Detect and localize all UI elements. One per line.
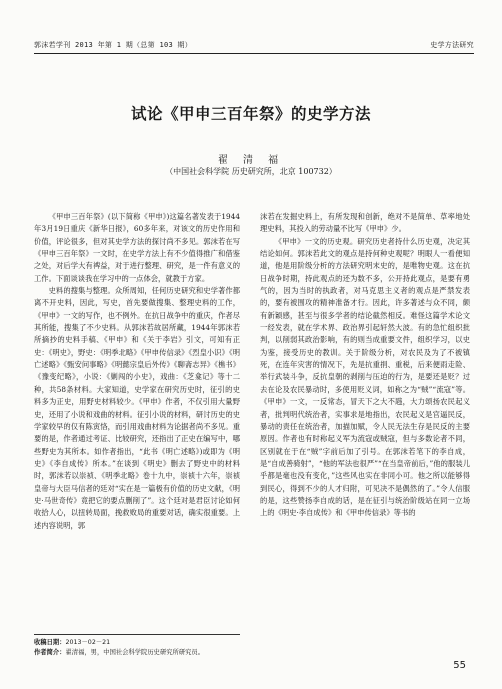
footnote-divider xyxy=(34,634,240,635)
paragraph: 《甲申三百年祭》(以下简称《甲申》)这篇名著发表于1944年3月19日重庆《新华日报》，60多年来，对该文的历史作用和价值，评论很多，但对其史学方法的探讨尚不多见。郭沫若在写《甲申三百年祭》一文时，在史学方法上有不少值得推广和借鉴之处，对后学大有裨益，对于进行整理、研究，是一件有意义的工作。下面谈谈我在学习中的一点体会，就教于方家。 xyxy=(34,212,240,283)
body-column-right xyxy=(260,211,470,520)
author-bio xyxy=(34,648,294,658)
footnote xyxy=(34,638,294,658)
section-name: 史学方法研究 xyxy=(430,41,474,49)
body-column-left xyxy=(34,211,240,532)
article-title: 试论《甲申三百年祭》的史学方法 xyxy=(130,105,371,123)
received-label: 收稿日期： xyxy=(34,639,66,646)
paragraph: 史料的搜集与整理。众所周知，任何历史研究和史学著作都离不开史料，因此，写史，首先要做搜集、整理史料的工作，《甲申》一文的写作，也不例外。在抗日战争中的重庆，作者尽其所能，搜集了不少史料。从郭沫若故居所藏，1944年郭沫若所摘抄的史料手稿、《甲申》和《关于李岩》引文，可知有正史：《明史》，野史：《明季北略》《甲申传信录》《烈皇小识》《明亡述略》《甄安问事略》《明懿宗皇后外传》《聊斋志异》《樵书》《豫变纪略》，小说：《剿闯的小史》，戏曲：《芝龛记》等十二种，共58条材料。大家知道，史学家在研究历史时，征引的史料多为正史，用野史材料较少。《甲申》作者，不仅引用大量野史，还用了小说和戏曲的材料。征引小说的材料，研讨历史的史学家较早的仅有陈寅恪，而引用戏曲材料为论据者尚不多见。重要的是，作者通过考证、比较研究，还指出了正史在编写中，哪些野史为其所本。如作者指出，“此书《明亡述略》)或即为《明史》《李自成传》所本。”在谈到《明史》删去了野史中的材料时，郭沫若以崇祯、《明季北略》卷十九中，崇祯十六年，崇祯皇帝与大臣马信者的廷对“实在是一篇极有价值的历史文献，《明史·马世奇传》竟把它的要点删削了”。这个廷对是君臣讨论如何收拾人心，以扭转局面，挽救败局的重要对话，确实很重要。上述内容说明，郭 xyxy=(34,286,240,530)
received-value: 2013－02－21 xyxy=(65,639,111,646)
paragraph: 《甲申》一文的历史观。研究历史者持什么历史观，决定其结论如何。郭沫若此文的观点是持何种史观呢？明眼人一看便知道，他是用阶级分析的方法研究明末史的，是唯物史观。这在抗日战争时期，持此观点的还为数不多，公开持此观点，是要有勇气的，因为当时的执政者，对马克思主义者的观点是严禁发表的，要有被围攻的精神准备才行。因此，许多著述与众不同，颇有新颖感，甚至与很多学者的结论截然相反。难怪这篇学术论文一经发表，就在学术界、政治界引起轩然大波。有的急忙组织批判，以削弱其政治影响，有的则当成重要文件，组织学习，以史为鉴，接受历史的教训。关于阶级分析，对农民及为了不被镇死，在连年灾害的情况下，先是抗重捐、重税，后来便雨走险、举行武装斗争，反抗皇朝的剥削与压迫的行为，是要还是贬？过去在论及农民暴动时，多使用贬义词，如称之为“贼”“流寇”等。《甲申》一文，一反常态，冒天下之大不韪，大力颂扬农民起义者，批判明代统治者，实事求是地指出，农民起义是官逼民反，暴动的责任在统治者，加描加赋，令人民无法生存是民反的主要原因。作者也有时称起义军为流寇或贼寇，但与多数论者不同，区别就在于在“贼”字前后加了引号。在郭沫若笔下的李自成，是“自成善骑射”，“他的军法也很严”“在当皇帝前后，”他的服装儿乎都是毫也没有变化，”这些风也实在非同小可。他之所以能够得到民心，得到不少的人才归附，可见决不是偶然的了。”令人信服的是，这些赞扬李自成的话，是在征引与统治阶级站在同一立场上的《明史·李自成传》和《甲申传信录》等书的 xyxy=(260,236,470,518)
received-date xyxy=(34,638,294,648)
page-number: 55 xyxy=(453,660,466,671)
paragraph-continued: 沫若在发掘史料上，有所发现和创新，绝对不是简单、草率地处理史料，其投入的劳动量不比写《甲申》少。 xyxy=(260,212,470,234)
article-author: 翟 清 福 xyxy=(217,155,285,166)
running-header xyxy=(34,40,474,54)
author-bio-value: 翟清福，男，中国社会科学院历史研究所研究员。 xyxy=(65,649,205,656)
author-bio-label: 作者简介： xyxy=(34,649,66,656)
journal-info: 郭沫若学刊 2013 年第 1 期（总第 103 期） xyxy=(34,41,193,49)
author-affiliation: （中国社会科学院 历史研究所，北京 100732） xyxy=(165,167,337,176)
